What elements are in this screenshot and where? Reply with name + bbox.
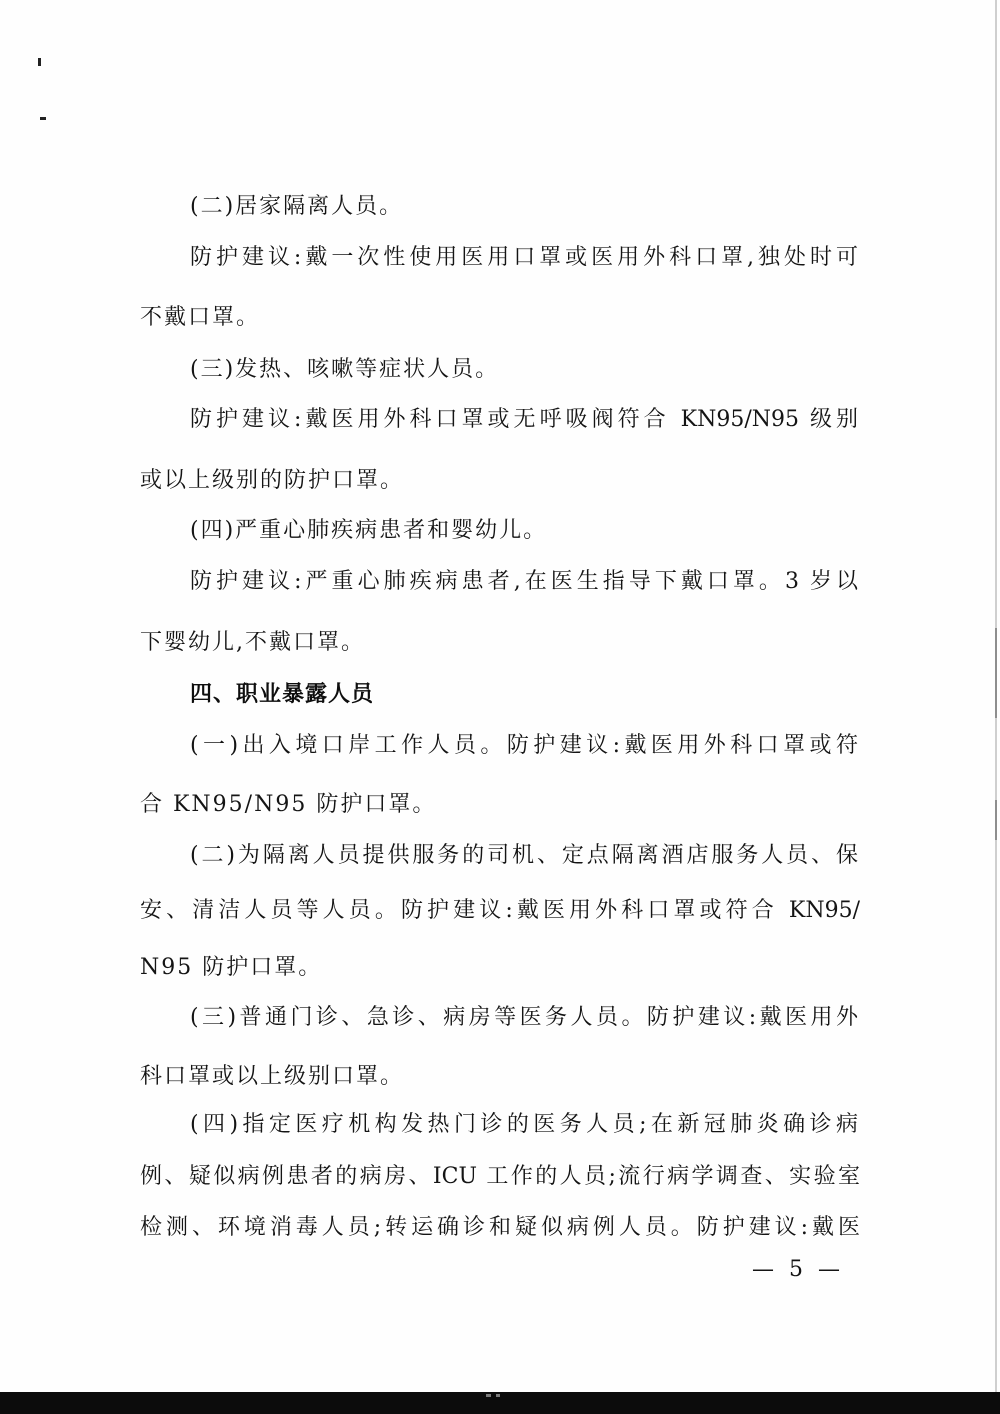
home-isolation-heading: (二)居家隔离人员。 — [190, 194, 404, 219]
scan-mark — [40, 117, 46, 120]
isolation-service-paragraph-line: N95 防护口罩。 — [140, 955, 323, 980]
symptomatic-heading: (三)发热、咳嗽等症状人员。 — [190, 357, 500, 382]
occupational-exposure-heading: 四、职业暴露人员 — [190, 682, 375, 707]
designated-facility-staff-paragraph-line: 检测、环境消毒人员;转运确诊和疑似病例人员。防护建议:戴医 — [140, 1215, 860, 1240]
bottom-scan-bar — [0, 1392, 1000, 1414]
symptomatic-advice-line: 或以上级别的防护口罩。 — [140, 468, 405, 493]
general-medical-staff-paragraph-line: (三)普通门诊、急诊、病房等医务人员。防护建议:戴医用外 — [190, 1005, 858, 1030]
home-isolation-advice-line: 防护建议:戴一次性使用医用口罩或医用外科口罩,独处时可 — [190, 245, 858, 270]
cardiopulmonary-infant-heading: (四)严重心肺疾病患者和婴幼儿。 — [190, 518, 548, 543]
isolation-service-paragraph-line: (二)为隔离人员提供服务的司机、定点隔离酒店服务人员、保 — [190, 843, 858, 868]
port-staff-paragraph-line: 合 KN95/N95 防护口罩。 — [140, 792, 437, 817]
isolation-service-paragraph-line: 安、清洁人员等人员。防护建议:戴医用外科口罩或符合 KN95/ — [140, 898, 860, 923]
port-staff-paragraph-line: (一)出入境口岸工作人员。防护建议:戴医用外科口罩或符 — [190, 733, 858, 758]
scan-mark — [486, 1394, 491, 1397]
cardiopulmonary-infant-advice-line: 防护建议:严重心肺疾病患者,在医生指导下戴口罩。3 岁以 — [190, 569, 858, 594]
scan-mark — [38, 58, 41, 66]
page-number: — 5 — — [752, 1257, 844, 1282]
cardiopulmonary-infant-advice-line: 下婴幼儿,不戴口罩。 — [140, 630, 365, 655]
scan-page-edge-shadow — [995, 628, 997, 718]
symptomatic-advice-line: 防护建议:戴医用外科口罩或无呼吸阀符合 KN95/N95 级别 — [190, 407, 858, 432]
home-isolation-advice-line: 不戴口罩。 — [140, 305, 261, 330]
scan-mark — [496, 1394, 500, 1397]
designated-facility-staff-paragraph-line: 例、疑似病例患者的病房、ICU 工作的人员;流行病学调查、实验室 — [140, 1164, 860, 1189]
scan-page-edge-shadow — [995, 800, 997, 840]
general-medical-staff-paragraph-line: 科口罩或以上级别口罩。 — [140, 1064, 405, 1089]
designated-facility-staff-paragraph-line: (四)指定医疗机构发热门诊的医务人员;在新冠肺炎确诊病 — [190, 1112, 858, 1137]
